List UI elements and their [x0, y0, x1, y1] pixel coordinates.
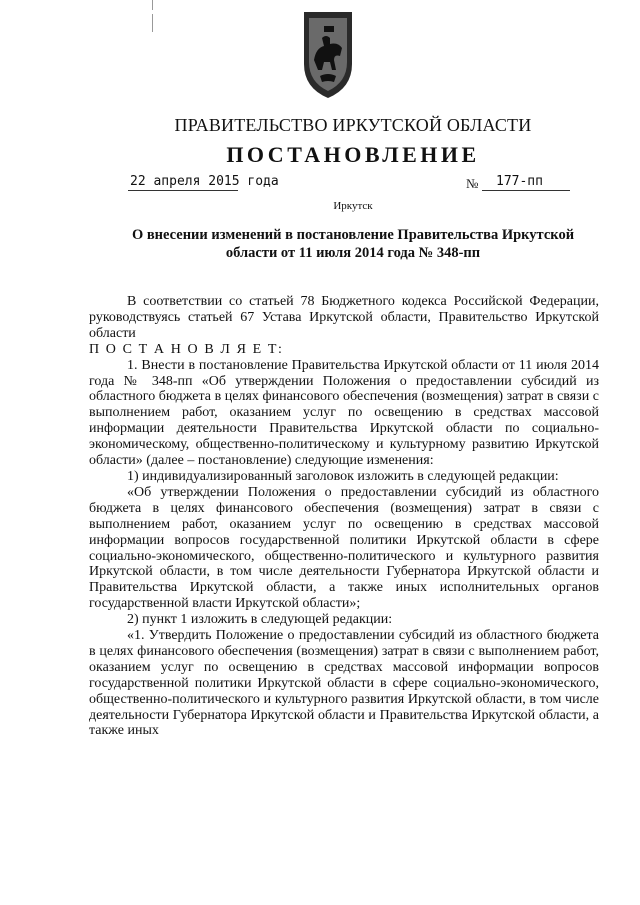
- number-sign: №: [466, 176, 479, 191]
- document-date: 22 апреля 2015 года: [130, 174, 279, 189]
- item-1-paragraph: 1. Внести в постановление Правительства Иркутской области от 11 июля 2014 года № 348-пп «Об утверждении Положения о предоставлении субсидий из областного бюджета в целях финансового обеспечения (возмещения) затрат в связи с выполнением работ, оказанием услуг по освещению в средствах массовой информации деятельности Правительства Иркутской области по социально-экономическому, общественно-политическому и культурному развитию Иркутской области» (далее – постановление) следующие изменения:: [89, 357, 599, 469]
- city-name: Иркутск: [333, 200, 373, 212]
- document-type: ПОСТАНОВЛЕНИЕ: [226, 142, 480, 167]
- document-subject: О внесении изменений в постановление Правительства Иркутской области от 11 июля 2014 года № 348-пп: [131, 227, 575, 261]
- document-body: [89, 294, 599, 739]
- organization-name: ПРАВИТЕЛЬСТВО ИРКУТСКОЙ ОБЛАСТИ: [174, 115, 532, 135]
- irkutsk-coat-of-arms-icon: [300, 10, 356, 100]
- document-number: 177-пп: [496, 174, 543, 189]
- subitem-2-paragraph: 2) пункт 1 изложить в следующей редакции:: [127, 612, 393, 628]
- number-underline: [482, 190, 570, 191]
- scan-mark: [152, 0, 153, 10]
- subitem-1-quote: «Об утверждении Положения о предоставлении субсидий из областного бюджета в целях финансового обеспечения (возмещения) затрат в связи с выполнением работ, оказанием услуг по освещению в средствах массовой информации вопросов государственной политики Иркутской области в сфере социально-экономического, общественно-политического и культурного развития Иркутской области, в том числе деятельности Губернатора Иркутской области и Правительства Иркутской области, а также иных исполнительных органов государственной власти Иркутской области»;: [89, 484, 599, 612]
- resolves-heading: П О С Т А Н О В Л Я Е Т:: [89, 341, 284, 357]
- subitem-2-quote: «1. Утвердить Положение о предоставлении субсидий из областного бюджета в целях финансового обеспечения (возмещения) затрат в связи с выполнением работ, оказанием услуг по освещению в средствах массовой информации вопросов государственной политики Иркутской области в сфере социально-экономического, общественно-политического и культурного развития Иркутской области, в том числе деятельности Губернатора Иркутской области и Правительства Иркутской области, а также иных: [89, 628, 599, 739]
- preamble-paragraph: В соответствии со статьей 78 Бюджетного кодекса Российской Федерации, руководствуясь статьей 67 Устава Иркутской области, Правительство Иркутской области: [89, 294, 599, 341]
- subitem-1-paragraph: 1) индивидуализированный заголовок изложить в следующей редакции:: [127, 468, 559, 484]
- date-underline: [128, 190, 238, 191]
- scan-mark: [152, 14, 153, 32]
